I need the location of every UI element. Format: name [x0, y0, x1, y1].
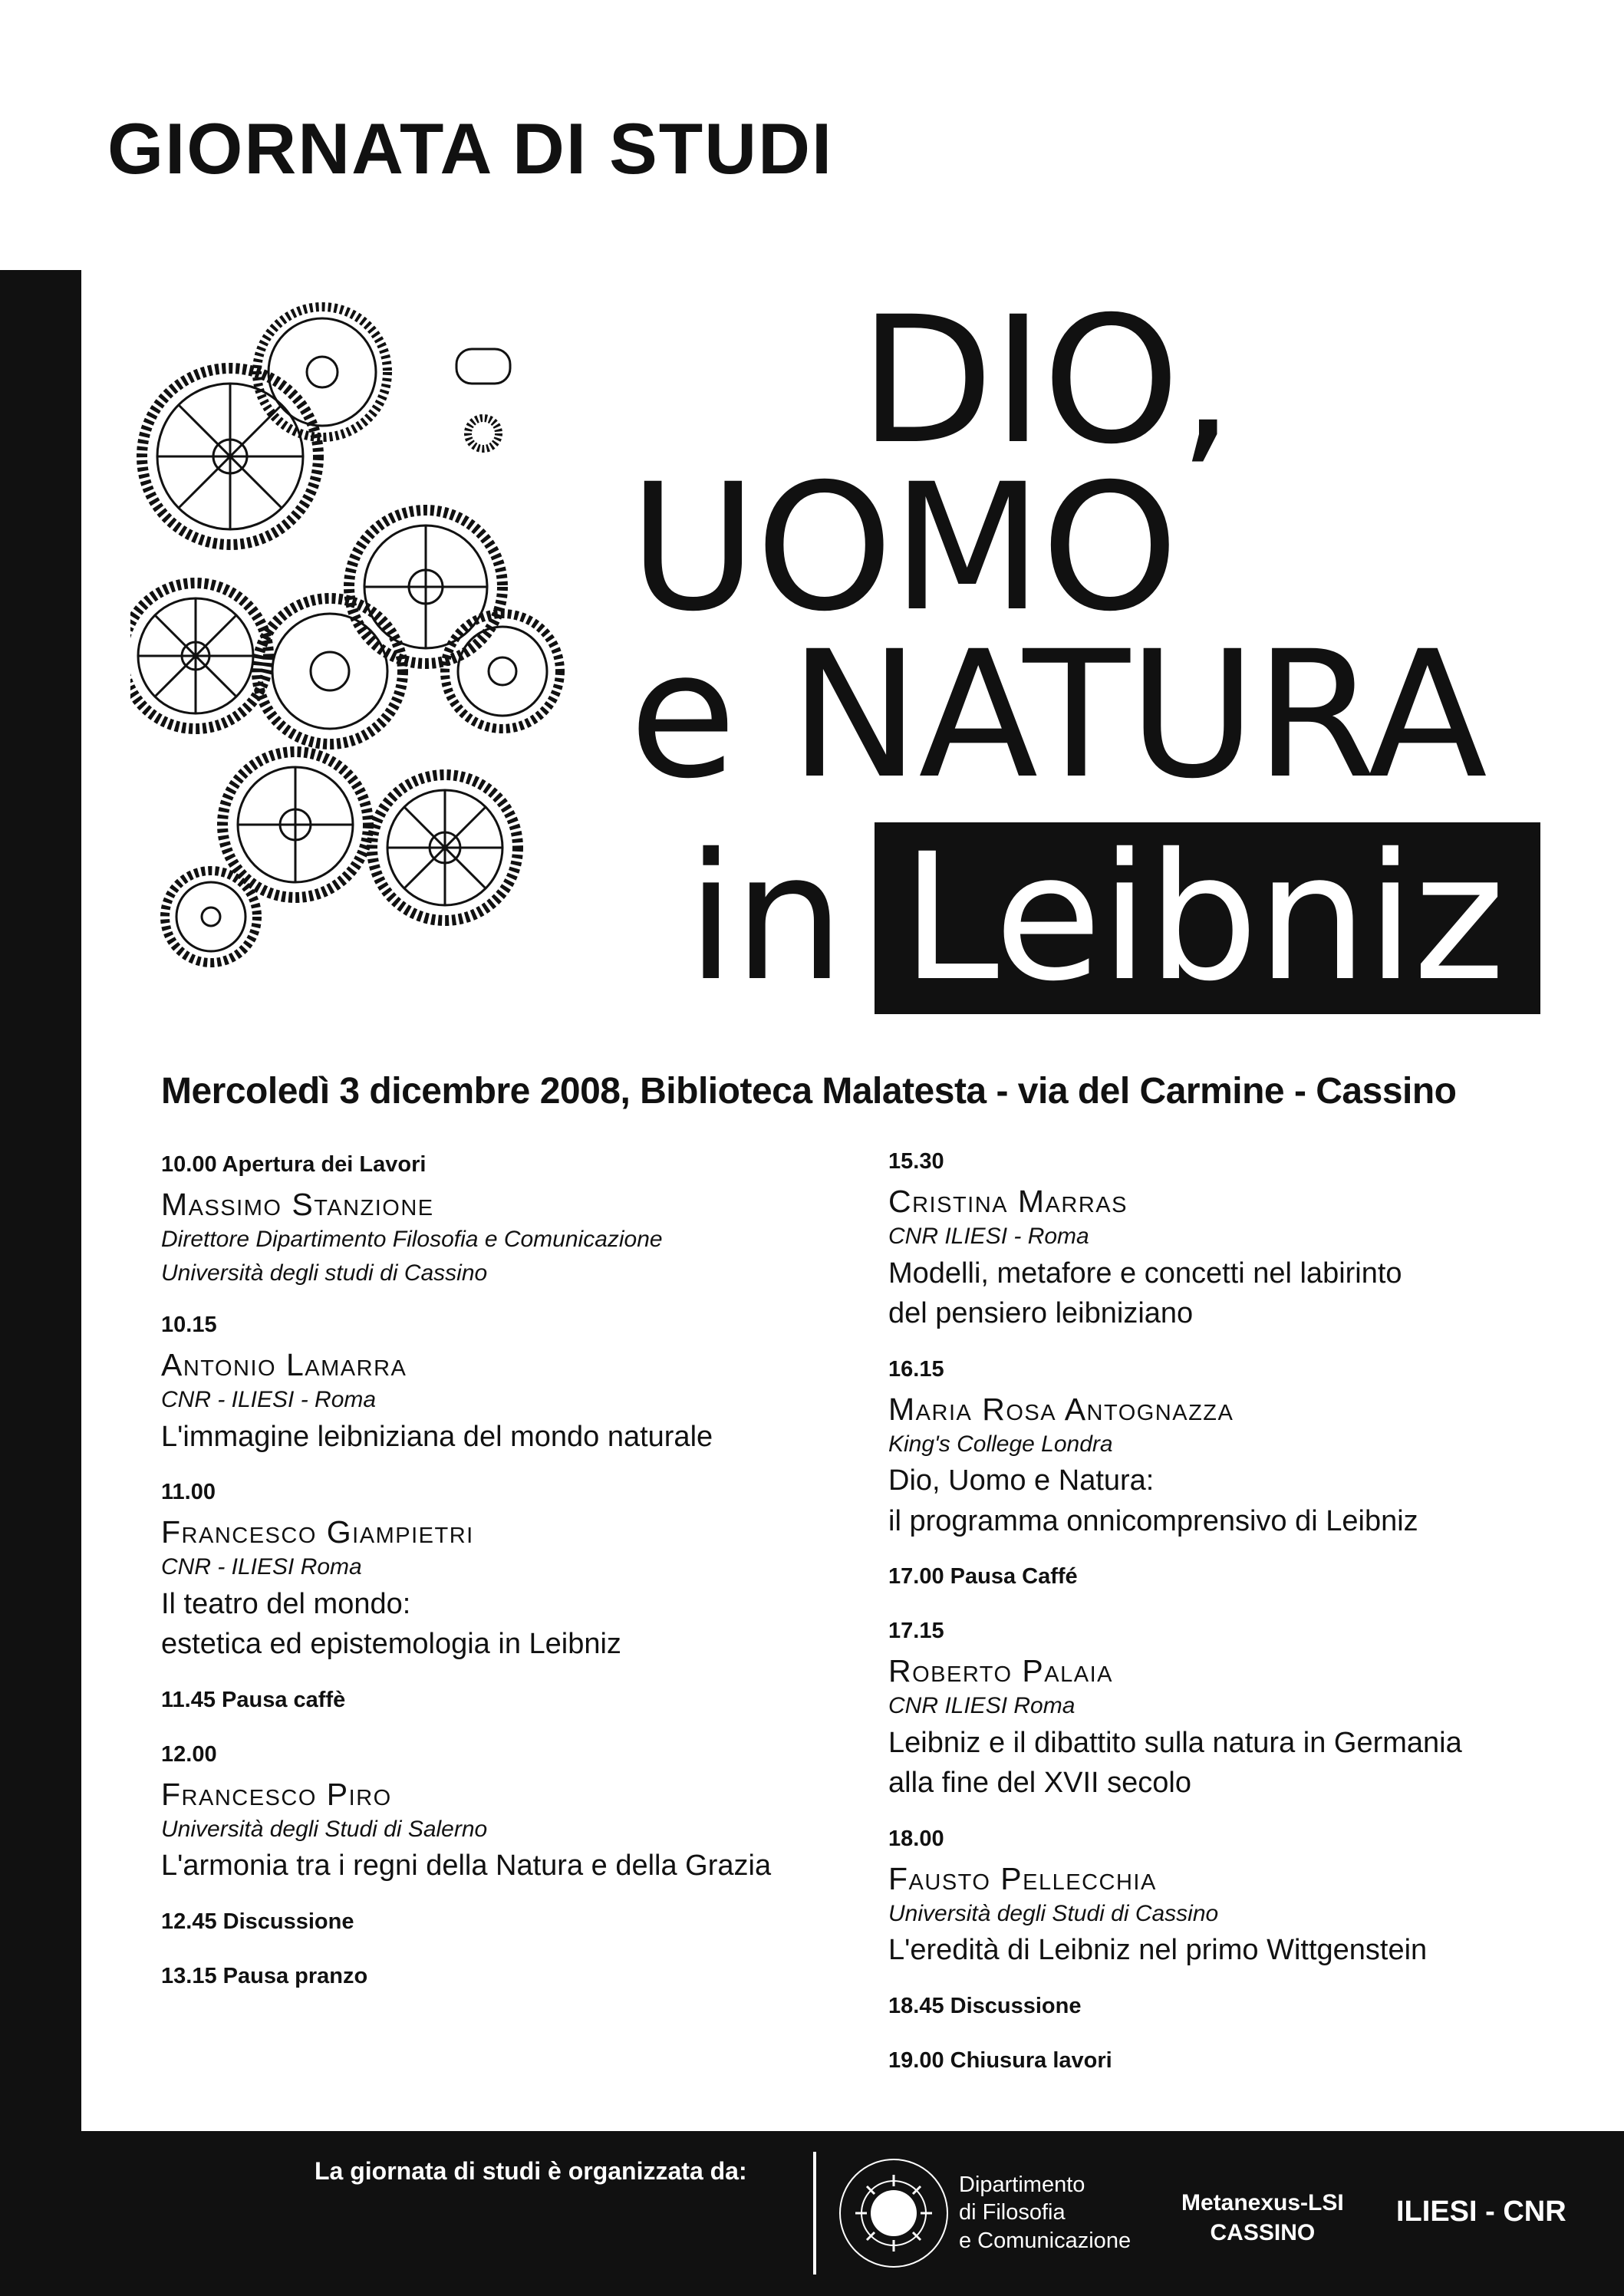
footer-dept-line: e Comunicazione [959, 2228, 1132, 2253]
footer-organized-by: La giornata di studi è organizzata da: [315, 2157, 747, 2185]
program-session [888, 1357, 1579, 1542]
speaker-name: Fausto Pellecchia [888, 1860, 1157, 1896]
footer-metanexus-line: Metanexus-LSI [1181, 2190, 1344, 2215]
title-word-leibniz: Leibniz [901, 815, 1504, 1020]
speaker-name: Francesco Giampietri [161, 1514, 474, 1550]
talk-title: estetica ed epistemologia in Leibniz [161, 1628, 621, 1661]
title-line-uomo: UOMO [629, 446, 1178, 650]
gear-icon [445, 614, 560, 729]
gear-icon [130, 583, 268, 729]
talk-title: il programma onnicomprensivo di Leibniz [888, 1504, 1418, 1537]
gear-icon [349, 510, 502, 664]
talk-title: Modelli, metafore e concetti nel labirinto [888, 1257, 1402, 1290]
gear-icon [372, 775, 518, 921]
speaker-affiliation: CNR - ILIESI - Roma [161, 1387, 377, 1413]
session-time: 16.15 [888, 1356, 944, 1382]
title-line-dio: DIO, [859, 278, 1233, 483]
session-time: 15.30 [888, 1149, 944, 1174]
session-time: 11.00 [161, 1480, 216, 1505]
footer-metanexus [1181, 2188, 1344, 2248]
speaker-name: Maria Rosa Antognazza [888, 1391, 1234, 1427]
program-break: 12.45 Discussione [161, 1909, 354, 1934]
program-break: 17.00 Pausa Caffé [888, 1564, 1078, 1589]
gear-icon [257, 598, 403, 744]
page-header: GIORNATA DI STUDI [107, 108, 834, 189]
program-session [161, 1742, 852, 1886]
talk-title: L'eredità di Leibniz nel primo Wittgenstein [888, 1934, 1428, 1967]
footer-black-band [0, 2131, 1624, 2296]
title-line-natura: e NATURA [629, 613, 1486, 817]
session-time: 10.15 [161, 1313, 217, 1338]
program-break: 13.15 Pausa pranzo [161, 1963, 368, 1988]
footer-divider [813, 2152, 816, 2275]
speaker-name: Cristina Marras [888, 1184, 1128, 1219]
program-break: 11.45 Pausa caffè [161, 1687, 346, 1712]
talk-title: del pensiero leibniziano [888, 1297, 1194, 1330]
program-session [161, 1152, 852, 1290]
speaker-name: Francesco Piro [161, 1776, 392, 1812]
session-time: 17.15 [888, 1619, 944, 1644]
program-session [888, 1149, 1579, 1334]
speaker-name: Roberto Palaia [888, 1653, 1113, 1689]
speaker-name: Antonio Lamarra [161, 1347, 407, 1383]
left-black-band [0, 270, 81, 2296]
footer-metanexus-line: CASSINO [1210, 2220, 1316, 2245]
program-session [888, 1827, 1579, 1971]
program-session [888, 1619, 1579, 1804]
speaker-affiliation: Direttore Dipartimento Filosofia e Comunicazione [161, 1227, 663, 1253]
talk-title: Dio, Uomo e Natura: [888, 1464, 1155, 1497]
footer-dept-line: Dipartimento [959, 2172, 1085, 2197]
gear-icon [222, 752, 368, 898]
talk-title: L'immagine leibniziana del mondo naturale [161, 1420, 713, 1453]
university-seal-icon [836, 2156, 951, 2271]
talk-title: Il teatro del mondo: [161, 1587, 411, 1620]
gears-illustration [130, 288, 637, 978]
speaker-affiliation: Università degli studi di Cassino [161, 1260, 488, 1286]
speaker-affiliation: CNR - ILIESI Roma [161, 1554, 362, 1580]
footer-department [959, 2171, 1131, 2255]
gear-icon [142, 368, 318, 545]
program-session [161, 1480, 852, 1665]
program-session [161, 1313, 852, 1457]
speaker-affiliation: King's College Londra [888, 1431, 1113, 1457]
footer-dept-line: di Filosofia [959, 2200, 1066, 2225]
speaker-name: Massimo Stanzione [161, 1187, 434, 1222]
talk-title: Leibniz e il dibattito sulla natura in Germania [888, 1726, 1462, 1759]
event-date-location: Mercoledì 3 dicembre 2008, Biblioteca Malatesta - via del Carmine - Cassino [161, 1071, 1457, 1112]
session-time: 10.00 Apertura dei Lavori [161, 1152, 427, 1177]
gear-icon [456, 349, 510, 449]
program-break: 19.00 Chiusura lavori [888, 2047, 1112, 2073]
title-word-in: in [687, 815, 843, 1020]
speaker-affiliation: CNR ILIESI Roma [888, 1693, 1076, 1719]
talk-title: alla fine del XVII secolo [888, 1767, 1192, 1800]
gear-icon [165, 871, 257, 963]
speaker-affiliation: Università degli Studi di Cassino [888, 1900, 1219, 1926]
program-right-column [888, 1149, 1579, 2103]
program-break: 18.45 Discussione [888, 1993, 1082, 2018]
speaker-affiliation: Università degli Studi di Salerno [161, 1816, 488, 1842]
speaker-affiliation: CNR ILIESI - Roma [888, 1224, 1089, 1250]
session-time: 18.00 [888, 1826, 944, 1851]
gear-icon [257, 307, 387, 437]
program-left-column [161, 1152, 852, 2018]
session-time: 12.00 [161, 1741, 217, 1767]
talk-title: L'armonia tra i regni della Natura e della Grazia [161, 1850, 772, 1883]
footer-iliesi-cnr: ILIESI - CNR [1396, 2196, 1566, 2228]
